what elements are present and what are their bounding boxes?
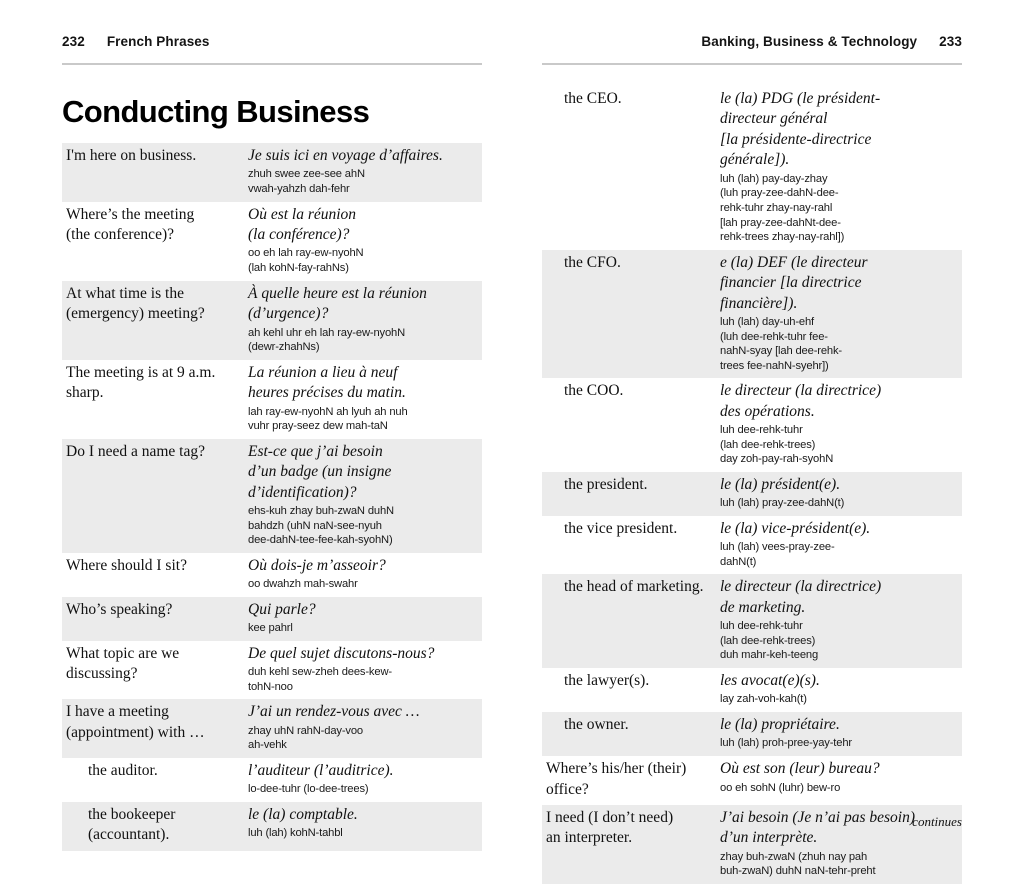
english-phrase: What topic are we discussing? xyxy=(66,644,180,683)
phrase-row xyxy=(62,439,482,553)
french-phrase: le (la) vice-président(e). xyxy=(720,519,871,537)
right-running-title: Banking, Business & Technology xyxy=(701,34,918,49)
french-cell xyxy=(246,205,482,276)
french-phrase: J’ai un rendez-vous avec … xyxy=(248,703,420,721)
phrase-row xyxy=(542,668,962,712)
french-cell xyxy=(246,702,482,753)
pronunciation-guide: luh (lah) proh-pree-yay-tehr xyxy=(720,737,852,750)
english-phrase: Where’s his/her (their) office? xyxy=(546,760,687,798)
pronunciation-guide: lo-dee-tuhr (lo-dee-trees) xyxy=(248,783,369,796)
english-phrase: I have a meeting (appointment) with … xyxy=(66,703,205,741)
french-phrase: La réunion a lieu à neuf heures précises du matin. xyxy=(248,363,406,402)
phrase-row xyxy=(62,360,482,439)
phrase-row xyxy=(542,86,962,250)
french-cell xyxy=(246,442,482,548)
english-phrase: I'm here on business. xyxy=(66,147,197,164)
english-phrase: the head of marketing. xyxy=(564,578,704,596)
french-cell xyxy=(246,761,482,797)
english-phrase: the auditor. xyxy=(88,761,158,779)
phrase-row xyxy=(542,516,962,575)
french-phrase: le (la) président(e). xyxy=(720,475,841,493)
french-phrase: les avocat(e)(s). xyxy=(720,672,820,690)
french-phrase: le (la) comptable. xyxy=(248,805,358,823)
pronunciation-guide: ah kehl uhr eh lah ray-ew-nyohN (dewr-zhahNs) xyxy=(248,326,406,354)
french-phrase: Qui parle? xyxy=(248,600,316,618)
french-cell xyxy=(246,805,482,841)
french-cell xyxy=(246,363,482,434)
pronunciation-guide: luh (lah) pray-zee-dahN(t) xyxy=(720,497,845,510)
french-cell xyxy=(246,284,482,355)
phrase-row xyxy=(542,472,962,516)
left-page-number: 232 xyxy=(62,34,85,49)
french-cell xyxy=(718,475,962,511)
french-phrase: Où dois-je m’asseoir? xyxy=(248,556,386,574)
right-running-head xyxy=(542,34,962,65)
english-phrase: Where’s the meeting (the conference)? xyxy=(66,205,195,244)
english-phrase: the bookeeper (accountant). xyxy=(88,805,176,844)
section-title: Conducting Business xyxy=(62,94,370,129)
french-cell xyxy=(246,644,482,695)
pronunciation-guide: oo eh lah ray-ew-nyohN (lah kohN-fay-rahNs) xyxy=(248,247,364,275)
english-phrase: Who’s speaking? xyxy=(66,600,173,618)
french-phrase: Je suis ici en voyage d’affaires. xyxy=(248,147,443,164)
french-phrase: l’auditeur (l’auditrice). xyxy=(248,761,394,779)
pronunciation-guide: luh (lah) kohN-tahbl xyxy=(248,827,343,840)
phrase-row xyxy=(62,553,482,597)
pronunciation-guide: luh (lah) vees-pray-zee- dahN(t) xyxy=(720,541,835,568)
pronunciation-guide: lah ray-ew-nyohN ah lyuh ah nuh vuhr pray-seez dew mah-taN xyxy=(248,405,408,433)
left-running-title: French Phrases xyxy=(106,34,210,49)
french-cell xyxy=(718,519,962,570)
pronunciation-guide: duh kehl sew-zheh dees-kew- tohN-noo xyxy=(248,666,392,693)
french-phrase: Est-ce que j’ai besoin d’un badge (un insigne d’identification)? xyxy=(248,442,392,501)
pronunciation-guide: luh dee-rehk-tuhr (lah dee-rehk-trees) duh mahr-keh-teeng xyxy=(720,620,819,662)
english-phrase: the president. xyxy=(564,475,648,493)
pronunciation-guide: zhay uhN rahN-day-voo ah-vehk xyxy=(248,724,363,752)
french-cell xyxy=(246,556,482,592)
phrase-row xyxy=(62,699,482,758)
pronunciation-guide: luh (lah) day-uh-ehf (luh dee-rehk-tuhr fee- nahN-syay [lah dee-rehk- trees fee-nahN-syehr]) xyxy=(720,315,843,372)
continues-note: continues xyxy=(912,814,962,829)
pronunciation-guide: oo eh sohN (luhr) bew-ro xyxy=(720,781,841,794)
english-phrase: the lawyer(s). xyxy=(564,672,650,690)
french-cell xyxy=(718,577,962,663)
phrase-row xyxy=(62,143,482,202)
french-phrase: J’ai besoin (Je n’ai pas besoin) d’un interprète. xyxy=(720,808,915,847)
french-cell xyxy=(718,715,962,751)
french-phrase: le directeur (la directrice) des opérations. xyxy=(720,382,882,420)
pronunciation-guide: kee pahrl xyxy=(248,622,293,635)
right-page xyxy=(512,0,1024,889)
french-cell xyxy=(718,253,962,374)
french-phrase: le (la) propriétaire. xyxy=(720,716,840,734)
english-phrase: the owner. xyxy=(564,716,629,734)
english-phrase: the CFO. xyxy=(564,253,621,271)
french-cell xyxy=(718,759,962,795)
english-phrase: At what time is the (emergency) meeting? xyxy=(66,284,205,323)
english-phrase: The meeting is at 9 a.m. sharp. xyxy=(66,363,216,402)
pronunciation-guide: ehs-kuh zhay buh-zwaN duhN bahdzh (uhN naN-see-nyuh dee-dahN-tee-fee-kah-syohN) xyxy=(248,505,394,547)
phrase-row xyxy=(542,378,962,472)
pronunciation-guide: zhuh swee zee-see ahN vwah-yahzh dah-fehr xyxy=(248,168,365,196)
french-phrase: Où est la réunion (la conférence)? xyxy=(248,205,357,244)
english-phrase: the vice president. xyxy=(564,519,678,537)
french-cell xyxy=(718,671,962,707)
pronunciation-guide: lay zah-voh-kah(t) xyxy=(720,693,807,706)
english-phrase: Where should I sit? xyxy=(66,556,187,574)
pronunciation-guide: oo dwahzh mah-swahr xyxy=(248,578,358,591)
phrase-row xyxy=(62,597,482,641)
french-phrase: e (la) DEF (le directeur financier [la directrice financière]). xyxy=(720,253,868,312)
phrase-row xyxy=(542,250,962,379)
phrase-row xyxy=(62,281,482,360)
right-phrase-table xyxy=(542,86,962,884)
phrase-row xyxy=(62,802,482,851)
phrase-row xyxy=(62,641,482,700)
french-cell xyxy=(246,146,482,197)
french-cell xyxy=(718,381,962,467)
pronunciation-guide: zhay buh-zwaN (zhuh nay pah buh-zwaN) duhN naN-tehr-preht xyxy=(720,850,876,878)
left-phrase-table xyxy=(62,143,482,851)
french-cell xyxy=(718,89,962,245)
french-phrase: Où est son (leur) bureau? xyxy=(720,760,880,778)
french-phrase: À quelle heure est la réunion (d’urgence)? xyxy=(248,284,427,323)
right-page-number: 233 xyxy=(939,34,962,49)
phrase-row xyxy=(542,574,962,668)
phrase-row xyxy=(542,756,962,805)
pronunciation-guide: luh dee-rehk-tuhr (lah dee-rehk-trees) day zoh-pay-rah-syohN xyxy=(720,424,834,466)
english-phrase: Do I need a name tag? xyxy=(66,442,206,460)
pronunciation-guide: luh (lah) pay-day-zhay (luh pray-zee-dahN-dee- rehk-tuhr zhay-nay-rahl [lah pray-zee-dahNt-dee- rehk-trees zhay-nay-rahl]) xyxy=(720,172,845,244)
french-phrase: le directeur (la directrice) de marketing. xyxy=(720,578,882,616)
french-phrase: De quel sujet discutons-nous? xyxy=(248,644,435,662)
phrase-row xyxy=(542,805,962,884)
english-phrase: I need (I don’t need) an interpreter. xyxy=(546,808,674,847)
phrase-row xyxy=(542,712,962,756)
french-cell xyxy=(246,600,482,636)
english-phrase: the COO. xyxy=(564,382,624,400)
phrase-row xyxy=(62,758,482,802)
english-phrase: the CEO. xyxy=(564,90,622,107)
french-phrase: le (la) PDG (le président- directeur général [la présidente-directrice générale]). xyxy=(720,90,881,169)
left-running-head xyxy=(62,34,482,65)
phrase-row xyxy=(62,202,482,281)
